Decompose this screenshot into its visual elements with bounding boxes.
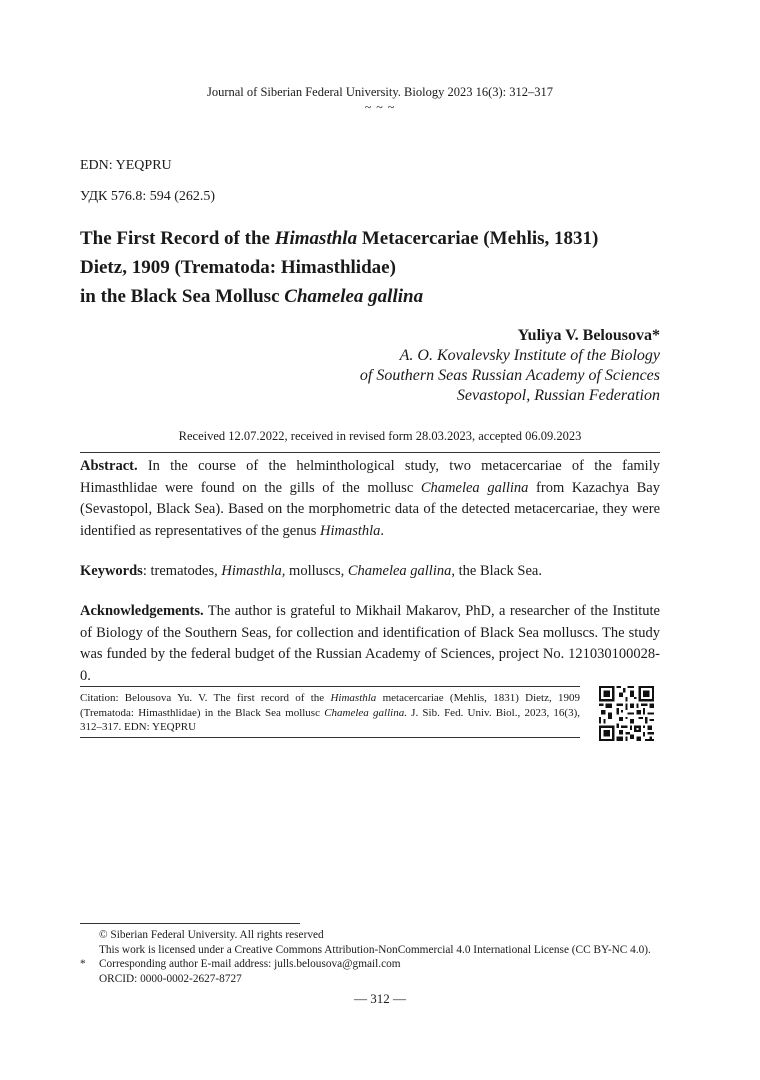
license-text: This work is licensed under a Creative Commons Attribution-NonCommercial 4.0 International License (CC BY-NC 4.0). bbox=[99, 944, 651, 956]
citation-genus: Himasthla bbox=[330, 692, 377, 704]
asterisk-mark: * bbox=[80, 958, 86, 970]
keywords bbox=[80, 561, 660, 583]
affiliation-line: A. O. Kovalevsky Institute of the Biology bbox=[399, 347, 660, 364]
keywords-label: Keywords bbox=[80, 563, 143, 579]
citation-text: Citation: Belousova Yu. V. The first record of the bbox=[80, 692, 331, 704]
udc-line: УДК 576.8: 594 (262.5) bbox=[80, 189, 216, 204]
journal-header: Journal of Siberian Federal University. Biology 2023 16(3): 312–317 bbox=[206, 85, 553, 99]
acknowledgements-text: The author is grateful to Mikhail Makarov, PhD, a researcher of the Institute of Biology of the Southern Seas, for collection and identification of Black Sea molluscs. The study was funded by the federal budget of the Russian Academy of Sciences, project No. 121030100028-0. bbox=[80, 603, 660, 684]
title-text: in the Black Sea Mollusc bbox=[80, 286, 285, 307]
orcid-note bbox=[80, 972, 242, 987]
affiliation-line: of Southern Seas Russian Academy of Sciences bbox=[359, 367, 660, 384]
title-genus: Himasthla bbox=[274, 228, 358, 249]
orcid-text: ORCID: 0000-0002-2627-8727 bbox=[99, 973, 242, 985]
keywords-text: molluscs, bbox=[285, 563, 348, 579]
citation bbox=[80, 691, 580, 735]
footnote-rule bbox=[80, 923, 300, 924]
keywords-text: , the Black Sea. bbox=[451, 563, 542, 579]
qr-code-icon bbox=[599, 686, 654, 741]
citation-text: J. Sib. Fed. Univ. Biol., 2023, 16(3), 312–317. EDN: YEQPRU bbox=[80, 706, 581, 733]
article-title bbox=[80, 224, 680, 311]
abstract-label: Abstract. bbox=[80, 458, 138, 474]
copyright-note bbox=[80, 928, 324, 943]
affiliation bbox=[360, 346, 660, 406]
received-dates: Received 12.07.2022, received in revised form 28.03.2023, accepted 06.09.2023 bbox=[178, 429, 582, 443]
copyright-text: © Siberian Federal University. All rights reserved bbox=[99, 929, 324, 941]
title-text: Metacercariae (Mehlis, 1831) bbox=[357, 228, 599, 249]
citation-top-rule bbox=[80, 686, 580, 687]
acknowledgements-label: Acknowledgements. bbox=[80, 603, 204, 619]
abstract-species: Chamelea gallina bbox=[420, 479, 529, 496]
title-line-2: Dietz, 1909 (Trematoda: Himasthlidae) bbox=[80, 257, 396, 278]
keyword-genus: Himasthla, bbox=[221, 563, 286, 579]
abstract-genus: Himasthla bbox=[319, 522, 381, 539]
keywords-text: : trematodes, bbox=[142, 563, 222, 579]
affiliation-line: Sevastopol, Russian Federation bbox=[456, 387, 660, 404]
page-number: — 312 — bbox=[354, 991, 406, 1006]
author-email: Corresponding author E-mail address: julls.belousova@gmail.com bbox=[99, 958, 401, 970]
divider bbox=[80, 452, 660, 453]
title-species: Chamelea gallina bbox=[284, 286, 424, 307]
abstract-text: from Kazachya Bay (Sevastopol, Black Sea). Based on the morphometric data of the detected metacercariae, they were identified as representatives of the genus bbox=[80, 479, 660, 539]
citation-species: Chamelea gallina. bbox=[324, 706, 407, 719]
abstract-text: In the course of the helminthological study, two metacercariae of the family Himasthlidae were found on the gills of the mollusc bbox=[80, 458, 660, 496]
acknowledgements bbox=[80, 601, 660, 687]
keyword-species: Chamelea gallina bbox=[347, 563, 452, 579]
title-text: The First Record of the bbox=[80, 228, 275, 249]
header-separator: ~ ~ ~ bbox=[364, 100, 396, 114]
author-name: Yuliya V. Belousova* bbox=[517, 327, 660, 344]
edn-line: EDN: YEQPRU bbox=[80, 158, 172, 173]
citation-text: metacercariae (Mehlis, 1831) Dietz, 1909 (Trematoda: Himasthlidae) in the Black Sea mollusc bbox=[80, 692, 580, 719]
abstract bbox=[80, 456, 660, 542]
license-note bbox=[80, 943, 651, 958]
abstract-text: . bbox=[380, 522, 385, 539]
citation-bottom-rule bbox=[80, 737, 580, 738]
email-note bbox=[80, 957, 401, 972]
